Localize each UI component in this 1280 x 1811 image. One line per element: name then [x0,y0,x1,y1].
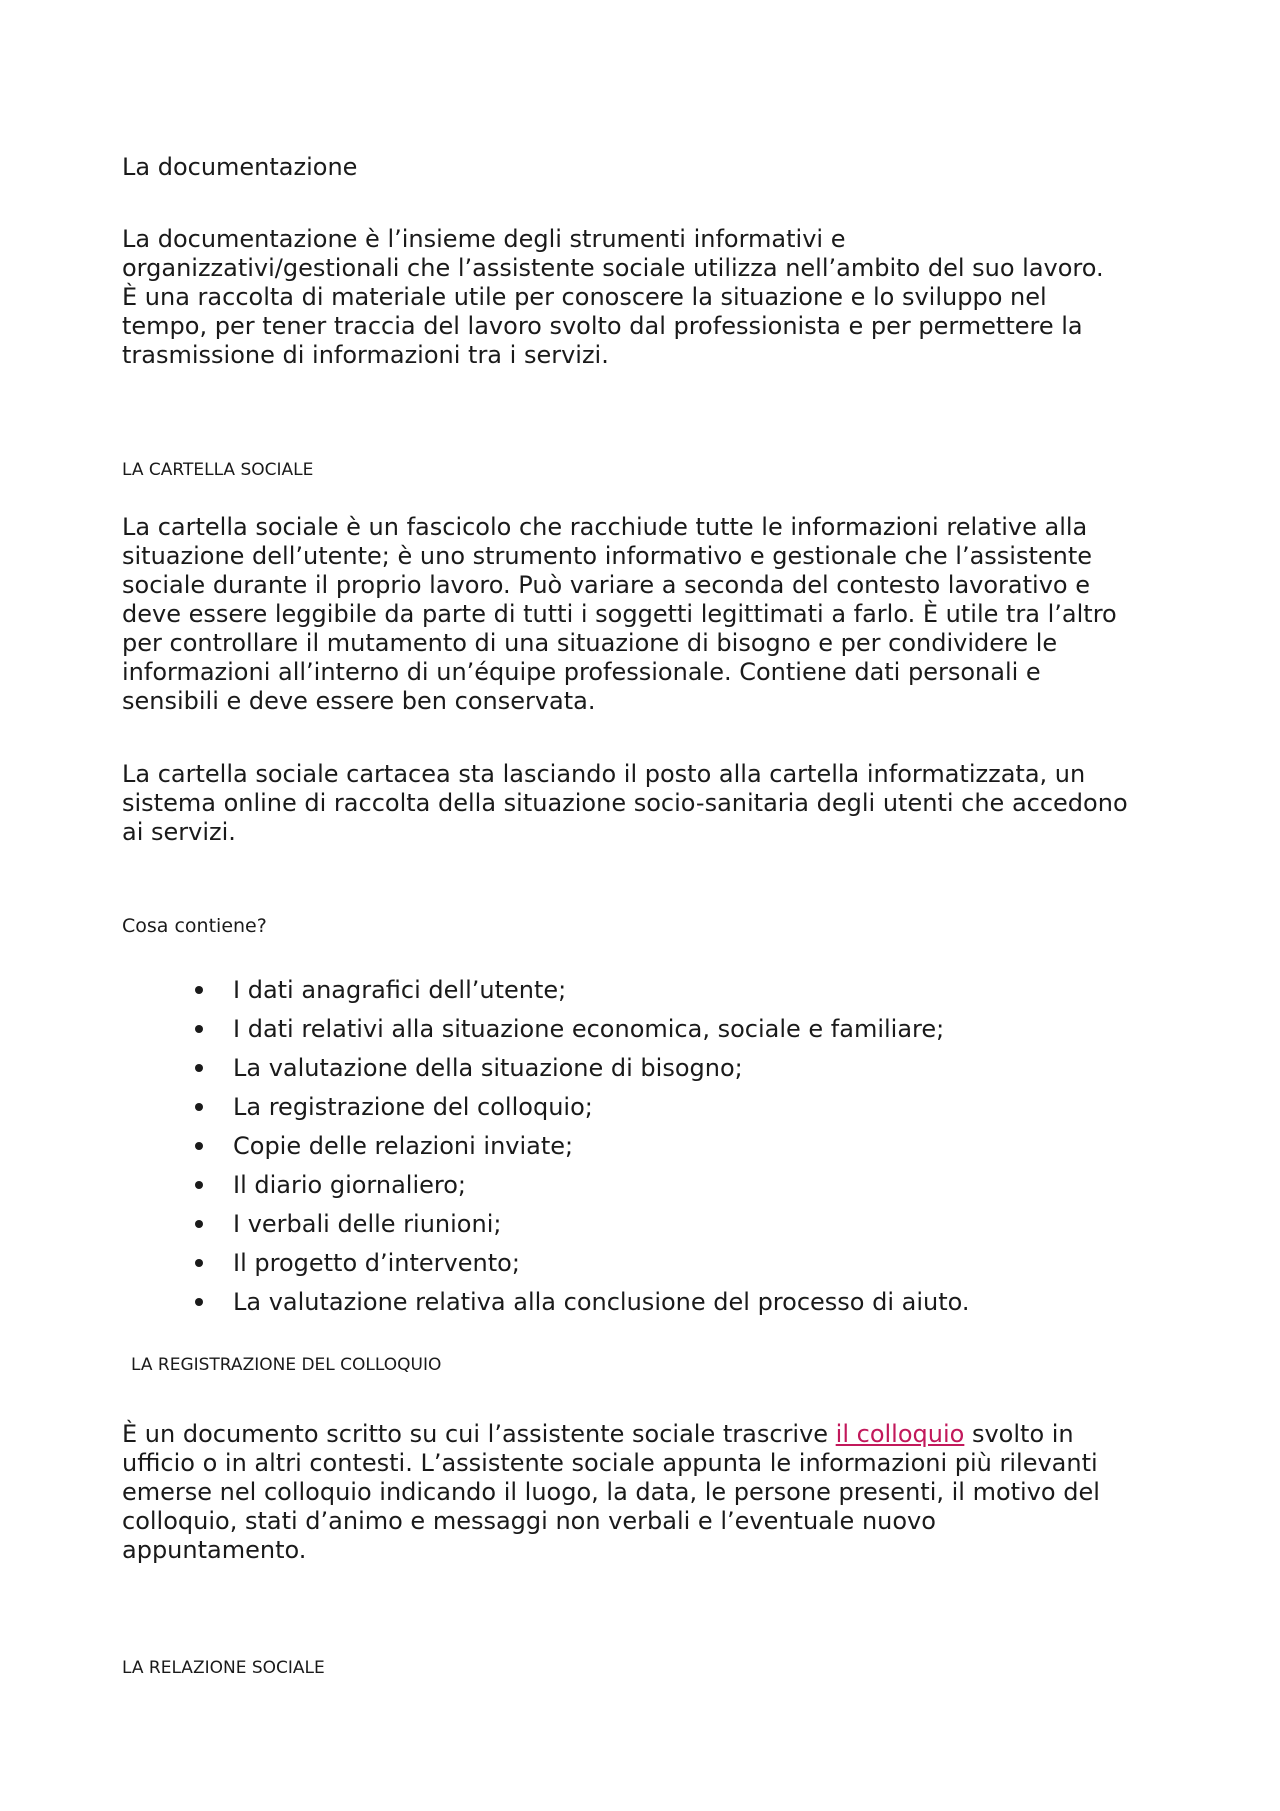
bullet-icon [195,1064,203,1072]
list-item [195,975,970,1014]
section-heading-cosa-contiene: Cosa contiene? [122,915,267,937]
list-item [195,1170,970,1209]
registrazione-text-end: svolto in ufficio o in altri contesti. L’assistente sociale appunta le informazioni più rilevanti emerse nel colloquio indicando il luogo, la data, le persone presenti, il motivo del colloquio, stati d’animo e messaggi non verbali e l’eventuale nuovo appuntamento. [122,1420,1100,1564]
section-heading-registrazione-colloquio: LA REGISTRAZIONE DEL COLLOQUIO [131,1355,442,1375]
intro-paragraph: La documentazione è l’insieme degli strumenti informativi e organizzativi/gestionali che l’assistente sociale utilizza nell’ambito del suo lavoro. È una raccolta di materiale utile per conoscere la situazione e lo sviluppo nel tempo, per tener traccia del lavoro svolto dal professionista e per permettere la trasmissione di informazioni tra i servizi. [122,225,1104,369]
list-item-text: Il diario giornaliero; [233,1171,466,1199]
list-item-text: I verbali delle riunioni; [233,1210,502,1238]
list-item-text: La registrazione del colloquio; [233,1093,593,1121]
bullet-icon [195,1259,203,1267]
bullet-icon [195,1025,203,1033]
bullet-icon [195,1103,203,1111]
list-item-text: I dati anagrafici dell’utente; [233,976,567,1004]
list-item [195,1131,970,1170]
list-item-text: La valutazione relativa alla conclusione del processo di aiuto. [233,1288,970,1316]
section-heading-cartella-sociale: LA CARTELLA SOCIALE [122,460,314,480]
list-item [195,1053,970,1092]
bullet-icon [195,1142,203,1150]
contents-list [195,975,970,1326]
document-title: La documentazione [122,153,358,181]
registrazione-text-start: È un documento scritto su cui l’assistente sociale trascrive [122,1420,836,1448]
cartella-informatizzata-paragraph: La cartella sociale cartacea sta lasciando il posto alla cartella informatizzata, un sistema online di raccolta della situazione socio-sanitaria degli utenti che accedono ai servizi. [122,760,1128,846]
registrazione-colloquio-paragraph [122,1420,1182,1565]
bullet-icon [195,1220,203,1228]
list-item [195,1014,970,1053]
list-item [195,1092,970,1131]
list-item [195,1287,970,1326]
list-item [195,1248,970,1287]
list-item-text: Il progetto d’intervento; [233,1249,520,1277]
cartella-sociale-paragraph: La cartella sociale è un fascicolo che racchiude tutte le informazioni relative alla situazione dell’utente; è uno strumento informativo e gestionale che l’assistente sociale durante il proprio lavoro. Può variare a seconda del contesto lavorativo e deve essere leggibile da parte di tutti i soggetti legittimati a farlo. È utile tra l’altro per controllare il mutamento di una situazione di bisogno e per condividere le informazioni all’interno di un’équipe professionale. Contiene dati personali e sensibili e deve essere ben conservata. [122,513,1117,715]
list-item-text: La valutazione della situazione di bisogno; [233,1054,743,1082]
colloquio-link[interactable]: il colloquio [835,1420,965,1448]
section-heading-relazione-sociale: LA RELAZIONE SOCIALE [122,1658,325,1678]
list-item-text: I dati relativi alla situazione economica, sociale e familiare; [233,1015,945,1043]
list-item-text: Copie delle relazioni inviate; [233,1132,574,1160]
bullet-icon [195,986,203,994]
bullet-icon [195,1298,203,1306]
list-item [195,1209,970,1248]
bullet-icon [195,1181,203,1189]
